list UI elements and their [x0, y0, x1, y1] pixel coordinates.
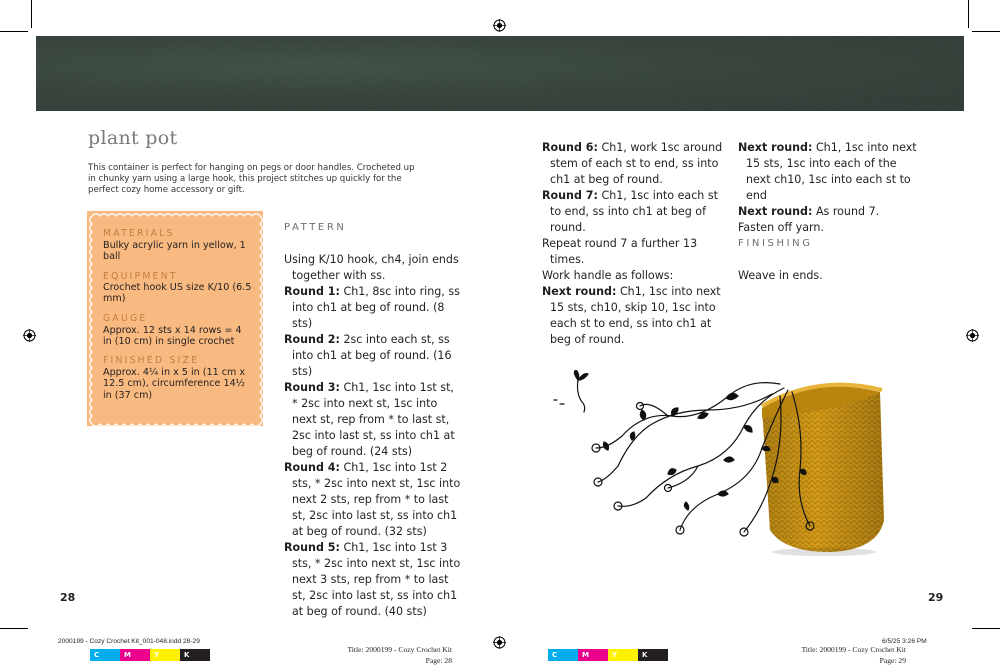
cmyk-swatch: C	[90, 649, 120, 661]
registration-mark-icon	[493, 19, 506, 32]
crop-mark	[968, 0, 969, 28]
cmyk-color-bar-left	[90, 649, 210, 661]
materials-heading: MATERIALS	[103, 228, 175, 239]
equipment-text: Crochet hook US size K/10 (6.5 mm)	[103, 282, 252, 305]
finished-size-heading: FINISHED SIZE	[103, 355, 200, 366]
cmyk-swatch: Y	[150, 649, 180, 661]
registration-mark-icon	[966, 329, 979, 342]
cmyk-swatch: M	[578, 649, 608, 661]
right-column-2	[738, 140, 918, 236]
finished-size-text: Approx. 4¼ in x 5 in (11 cm x 12.5 cm), circumference 14½ in (37 cm)	[103, 367, 246, 401]
felt-texture	[36, 36, 964, 111]
slug-title-right: Title: 2000199 - Cozy Crochet Kit	[801, 645, 906, 654]
round-1: Round 1: Ch1, 8sc into ring, ss into ch1 at beg of round. (8 sts)	[284, 285, 460, 330]
next-round-3: Next round: As round 7.	[738, 205, 880, 218]
plant-pot-illustration	[548, 370, 888, 570]
round-7: Round 7: Ch1, 1sc into each st to end, ss into ch1 at beg of round.	[542, 189, 718, 234]
next-round-1: Next round: Ch1, 1sc into next 15 sts, ch10, skip 10, 1sc into each st to end, ss into ch1 at beg of round.	[542, 285, 721, 346]
crop-mark	[972, 628, 1000, 629]
header-band	[36, 36, 964, 111]
cmyk-swatch: K	[180, 649, 210, 661]
intro-paragraph: This container is perfect for hanging on pegs or door handles. Crocheted up in chunky yarn using a large hook, this project stitches up quickly for the perfect cozy home accessory or gift.	[88, 163, 415, 195]
round-2: Round 2: 2sc into each st, ss into ch1 at beg of round. (16 sts)	[284, 333, 452, 378]
pattern-intro: Using K/10 hook, ch4, join ends together with ss.	[284, 253, 459, 282]
cmyk-color-bar-right	[548, 649, 668, 661]
materials-text: Bulky acrylic yarn in yellow, 1 ball	[103, 240, 246, 263]
handle-instruction: Work handle as follows:	[542, 269, 674, 282]
finishing-heading: FINISHING	[738, 238, 813, 249]
round-6: Round 6: Ch1, work 1sc around stem of each st to end, ss into ch1 at beg of round.	[542, 141, 723, 186]
slug-file-info: 2000199 - Cozy Crochet Kit_001-048.indd 28-29	[58, 638, 200, 645]
page-number-right: 29	[928, 591, 944, 604]
materials-box	[87, 211, 263, 426]
cmyk-swatch: K	[638, 649, 668, 661]
cmyk-swatch: M	[120, 649, 150, 661]
page-number-left: 28	[60, 591, 76, 604]
slug-page-left: Page: 28	[425, 656, 452, 665]
round-3: Round 3: Ch1, 1sc into 1st st, * 2sc into next st, 1sc into next st, rep from * to last st, 2sc into last st, ss into ch1 at beg of round. (24 sts)	[284, 381, 455, 458]
registration-mark-icon	[23, 329, 36, 342]
right-column-1	[542, 140, 724, 348]
cmyk-swatch: C	[548, 649, 578, 661]
crop-mark	[0, 31, 28, 32]
page-title: plant pot	[88, 127, 178, 149]
slug-title-left: Title: 2000199 - Cozy Crochet Kit	[347, 645, 452, 654]
pattern-heading: PATTERN	[284, 222, 347, 233]
pattern-column	[284, 252, 462, 620]
cmyk-swatch: Y	[608, 649, 638, 661]
crop-mark	[0, 628, 28, 629]
slug-page-right: Page: 29	[879, 656, 906, 665]
finishing-text: Weave in ends.	[738, 269, 823, 282]
next-round-2: Next round: Ch1, 1sc into next 15 sts, 1sc into each of the next ch10, 1sc into each st to end	[738, 141, 917, 202]
crop-mark	[31, 0, 32, 28]
registration-mark-icon	[493, 636, 506, 649]
fasten-off: Fasten off yarn.	[738, 221, 824, 234]
gauge-heading: GAUGE	[103, 313, 148, 324]
round-4: Round 4: Ch1, 1sc into 1st 2 sts, * 2sc into next st, 1sc into next 2 sts, rep from * to last st, 2sc into last st, ss into ch1 at beg of round. (32 sts)	[284, 461, 461, 538]
crop-mark	[972, 31, 1000, 32]
repeat-instruction: Repeat round 7 a further 13 times.	[542, 237, 698, 266]
gauge-text: Approx. 12 sts x 14 rows = 4 in (10 cm) in single crochet	[103, 325, 242, 348]
round-5: Round 5: Ch1, 1sc into 1st 3 sts, * 2sc into next st, 1sc into next 3 sts, rep from * to last st, 2sc into last st, ss into ch1 at beg of round. (40 sts)	[284, 541, 461, 618]
equipment-heading: EQUIPMENT	[103, 271, 178, 282]
slug-date: 6/5/25 3:26 PM	[882, 638, 927, 645]
